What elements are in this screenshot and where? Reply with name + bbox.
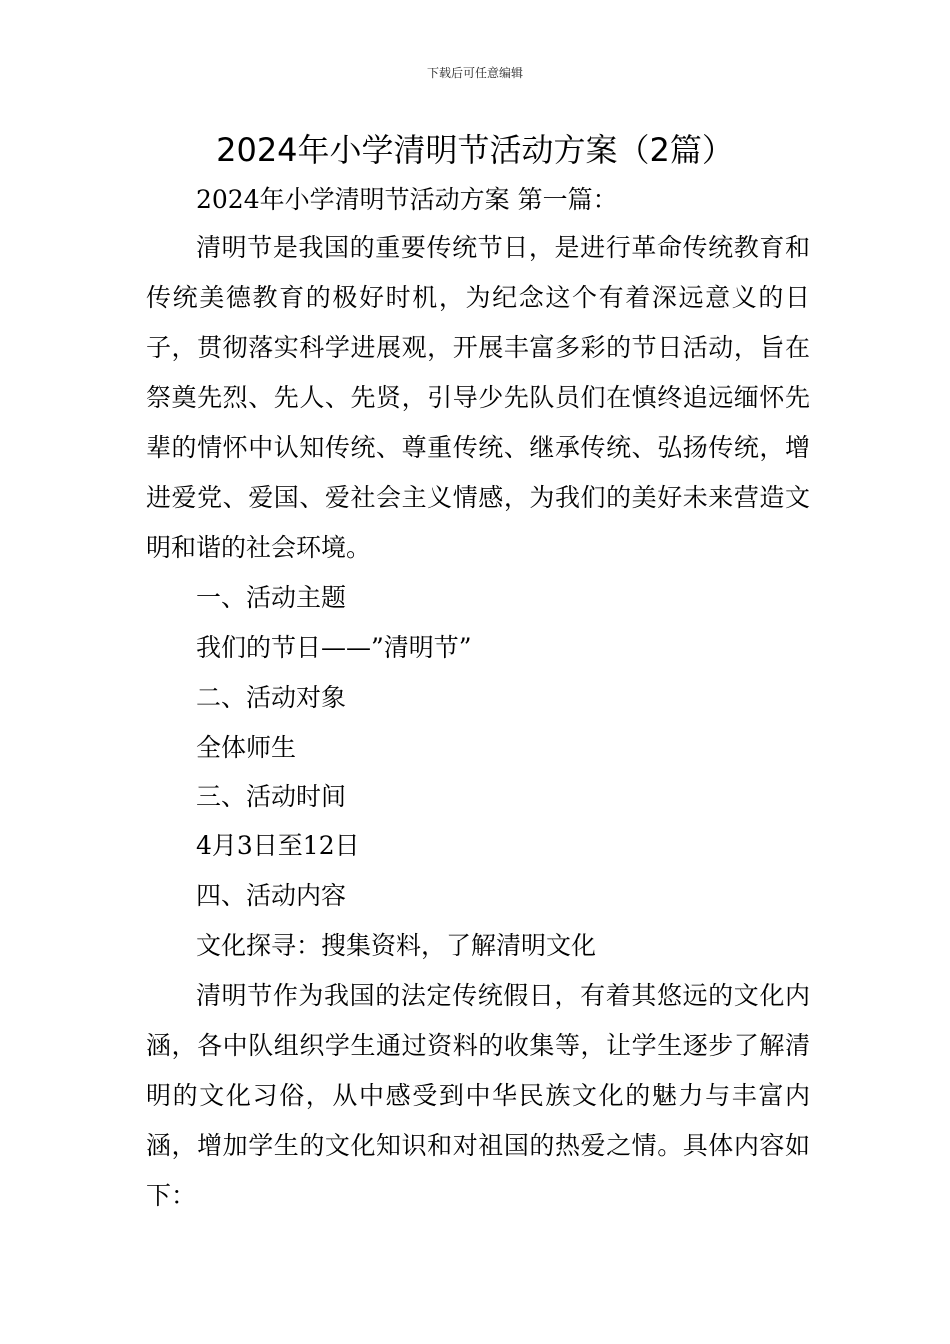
document-title: 2024年小学清明节活动方案（2篇） [216,131,734,169]
section-subtitle: 2024年小学清明节活动方案 第一篇： [196,185,618,214]
time-heading: 三、活动时间 [196,782,347,811]
content-paragraph: 清明节作为我国的法定传统假日，有着其悠远的文化内涵，各中队组织学生通过资料的收集等，让学生逐步了解清明的文化习俗，从中感受到中华民族文化的魅力与丰富内涵，增加学生的文化知识和对祖国的热爱之情。具体内容如下： [146,981,810,1210]
theme-text: 我们的节日——”清明节” [196,633,472,662]
content-heading: 四、活动内容 [196,881,347,910]
intro-paragraph: 清明节是我国的重要传统节日，是进行革命传统教育和传统美德教育的极好时机，为纪念这个有着深远意义的日子，贯彻落实科学进展观，开展丰富多彩的节日活动，旨在祭奠先烈、先人、先贤，引导少先队员们在慎终追远缅怀先辈的情怀中认知传统、尊重传统、继承传统、弘扬传统，增进爱党、爱国、爱社会主义情感，为我们的美好未来营造文明和谐的社会环境。 [146,233,810,562]
header-note: 下载后可任意编辑 [426,66,523,80]
target-text: 全体师生 [196,733,297,762]
theme-heading: 一、活动主题 [196,583,347,612]
target-heading: 二、活动对象 [196,683,347,712]
content-subheading: 文化探寻：搜集资料，了解清明文化 [196,931,597,960]
time-text: 4月3日至12日 [196,831,360,860]
